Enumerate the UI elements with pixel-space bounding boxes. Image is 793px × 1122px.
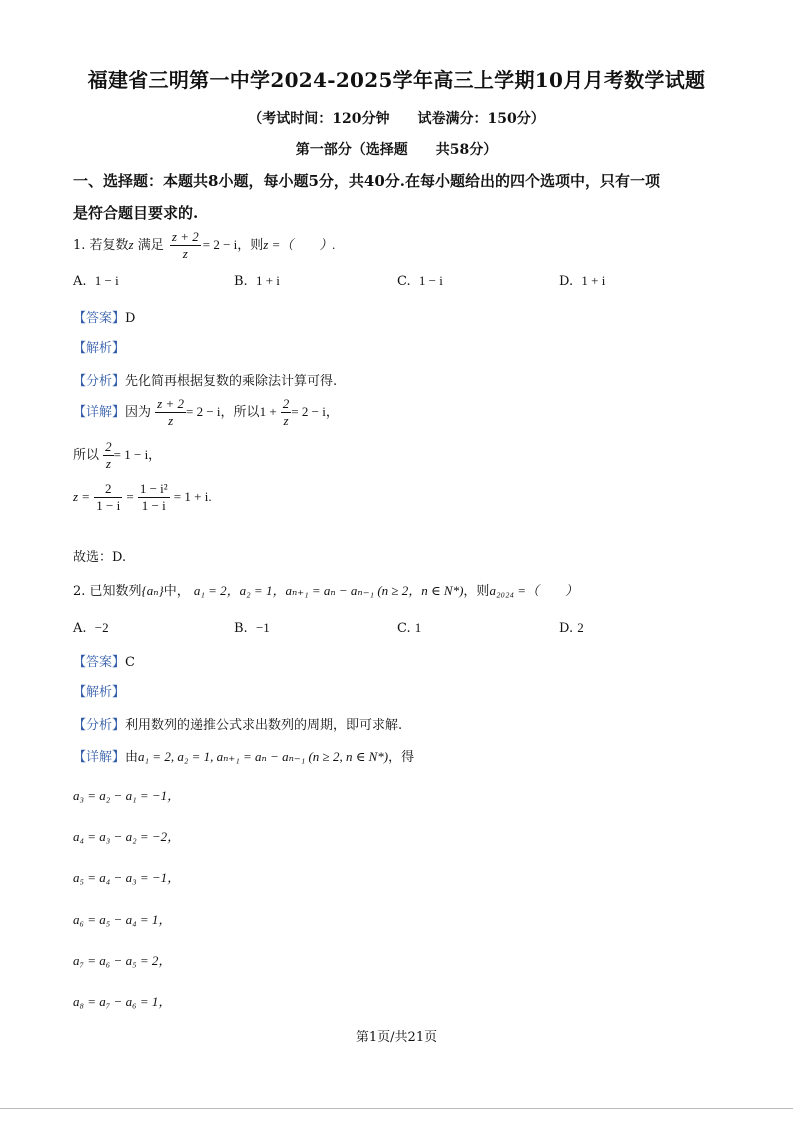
q1-ask: z =（ ）. (263, 237, 336, 252)
q1-then: ，则 (237, 238, 264, 253)
q2-option-c: C. 1 (397, 620, 422, 636)
q1-rhs: = 2 − i (202, 237, 238, 252)
q2-option-b: B. −1 (234, 620, 270, 636)
q1-frac-num: z + 2 (171, 229, 199, 244)
q1-fraction (170, 229, 201, 262)
q1-frac-den: z (182, 246, 188, 261)
part-title: 第一部分（选择题 共58分） (295, 142, 498, 158)
q1-explain-tag: 【解析】 (73, 341, 126, 356)
q2-option-d: D. 2 (559, 620, 584, 636)
q1-d3-fraction: $\frac{2}{z}$ (105, 439, 112, 471)
q2-step-4: a₆ = a₅ − a₄ = 1， (73, 912, 172, 927)
q1-option-b: B. 1 + i (234, 273, 280, 289)
page-footer: 第1页/共21页 (355, 1030, 438, 1045)
section-heading-line2: 是符合题目要求的. (73, 204, 199, 222)
q2-step-2: a₄ = a₃ − a₂ = −2， (73, 829, 181, 844)
question-1 (73, 229, 336, 262)
q1-choose: 故选：D. (73, 550, 127, 565)
q1-answer: 【答案】D (73, 311, 136, 326)
q1-analysis: 【分析】先化简再根据复数的乘除法计算可得. (73, 374, 338, 389)
q1-detail-3: z = $\frac{2}{1 - i}$ = $\frac{\text{1 − i²}}{1 - i}$ = 1 + i. (73, 481, 212, 513)
q1-option-c: C. 1 − i (397, 273, 443, 289)
q2-condition: a₁ = 2，a₂ = 1，aₙ₊₁ = aₙ − aₙ₋₁ (n ≥ 2，n ∈ N*) (193, 583, 464, 598)
q1-d1-fraction: $\frac{z + 2}{z}$ (157, 396, 185, 428)
q1-option-d: D. 1 + i (559, 273, 606, 289)
q1-d2-fraction: $\frac{2}{z}$ (282, 396, 290, 428)
question-2: 2. 已知数列{aₙ}中， a₁ = 2，a₂ = 1，aₙ₊₁ = aₙ − aₙ₋₁ (n ≥ 2，n ∈ N*)，则a₂₀₂₄ =（ ） (73, 583, 579, 599)
q2-answer: 【答案】C (73, 655, 135, 670)
q1-d4-fraction-1: $\frac{2}{1 - i}$ (96, 481, 121, 513)
bottom-divider (0, 1108, 793, 1109)
q2-step-6: a₈ = a₇ − a₆ = 1， (73, 994, 172, 1009)
q2-step-1: a₃ = a₂ − a₁ = −1， (73, 788, 181, 803)
q1-detail-1: 【详解】因为 $\frac{z + 2}{z}$ = 2 − i，所以1 + $\frac{2}{z}$ = 2 − i， (73, 396, 339, 428)
q1-d4-fraction-2: $\frac{\text{1 − i²}}{1 - i}$ (139, 481, 168, 513)
q1-option-a: A. 1 − i (73, 273, 119, 289)
section-heading-line1: 一、选择题：本题共8小题，每小题5分，共40分.在每小题给出的四个选项中，只有一项 (73, 172, 660, 190)
q2-option-a: A. −2 (73, 620, 109, 636)
q2-step-5: a₇ = a₆ − a₅ = 2， (73, 953, 172, 968)
q2-analysis: 【分析】利用数列的递推公式求出数列的周期，即可求解. (73, 718, 403, 733)
q1-prefix: 1. 若复数 (73, 238, 129, 253)
q2-explain-tag: 【解析】 (73, 685, 126, 700)
q1-detail-2: 所以 $\frac{2}{z}$ = 1 − i， (73, 439, 162, 471)
exam-info: （考试时间：120分钟 试卷满分：150分） (248, 111, 545, 127)
q2-step-3: a₅ = a₄ − a₃ = −1， (73, 870, 181, 885)
q1-satisfy: 满足 (137, 238, 164, 253)
q1-var-z: z (128, 237, 134, 252)
page-title: 福建省三明第一中学2024-2025学年高三上学期10月月考数学试题 (87, 68, 706, 92)
q2-detail: 【详解】由a₁ = 2, a₂ = 1, aₙ₊₁ = aₙ − aₙ₋₁ (n ≥ 2, n ∈ N*)，得 (73, 749, 415, 765)
